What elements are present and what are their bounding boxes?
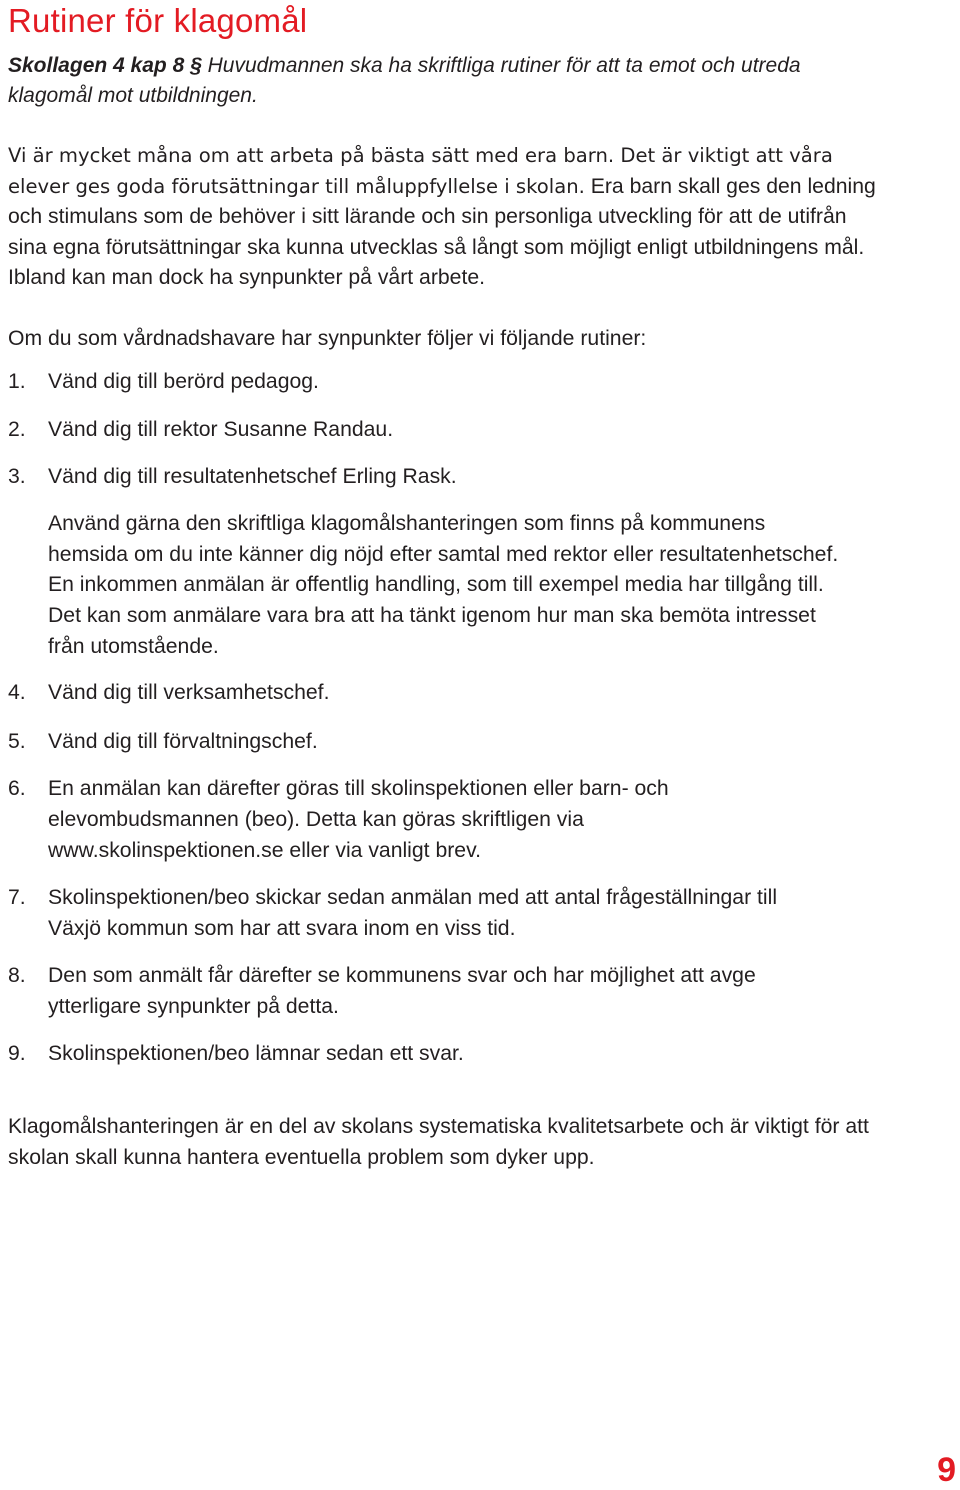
routine-step-1: [8, 366, 888, 397]
step-text: Vänd dig till verksamhetschef.: [48, 681, 330, 704]
complaint-note: Använd gärna den skriftliga klagomålshanteringen som finns på kommunens hemsida om du inte känner dig nöjd efter samtal med rektor eller resultatenhetschef. En inkommen anmälan är offentlig handling, som till exempel media har tillgång till. Det kan som anmälare vara bra att ha tänkt igenom hur man ska bemöta intresset från utomstående.: [48, 512, 839, 658]
law-quote: [8, 51, 868, 111]
step-text: Den som anmält får därefter se kommunens svar och har möjlighet att avge ytterligare synpunkter på detta.: [48, 964, 756, 1018]
step-text: En anmälan kan därefter göras till skolinspektionen eller barn- och elevombudsmannen (beo). Detta kan göras skriftligen via www.skolinspektionen.se eller via vanligt brev.: [48, 777, 669, 862]
intro-paragraph: [8, 141, 888, 294]
step-text: Skolinspektionen/beo skickar sedan anmälan med att antal frågeställningar till Växjö kommun som har att svara inom en viss tid.: [48, 886, 778, 940]
step-number: 8.: [8, 964, 26, 987]
step-text: Vänd dig till rektor Susanne Randau.: [48, 418, 394, 441]
routine-step-7: [8, 882, 888, 944]
routine-step-3: [8, 461, 888, 492]
step-number: 6.: [8, 777, 26, 800]
intro-part-2: Era barn skall ges den ledning och stimulans som de behöver i sitt lärande och sin personliga utveckling för att de utifrån sina egna förutsättningar ska kunna utvecklas så långt som möjligt enligt utbildningens mål. Ibland kan man dock ha synpunkter på vårt arbete.: [8, 174, 876, 289]
routine-step-5: [8, 726, 888, 757]
step-number: 5.: [8, 730, 26, 753]
law-reference: Skollagen 4 kap 8 §: [8, 54, 202, 77]
page-title: Rutiner för klagomål: [8, 2, 308, 39]
closing-paragraph: Klagomålshanteringen är en del av skolans systematiska kvalitetsarbete och är viktigt för att skolan skall kunna hantera eventuella problem som dyker upp.: [8, 1115, 869, 1169]
step-number: 3.: [8, 465, 26, 488]
step-text: Vänd dig till resultatenhetschef Erling Rask.: [48, 465, 457, 488]
step-number: 1.: [8, 370, 26, 393]
routine-step-8: [8, 960, 888, 1022]
routine-lead-in: Om du som vårdnadshavare har synpunkter följer vi följande rutiner:: [8, 327, 647, 350]
step-number: 2.: [8, 418, 26, 441]
routine-step-9: [8, 1038, 888, 1069]
step-number: 9.: [8, 1042, 26, 1065]
step-number: 7.: [8, 886, 26, 909]
step-text: Vänd dig till berörd pedagog.: [48, 370, 319, 393]
routine-step-2: [8, 414, 888, 445]
page-number: 9: [937, 1451, 956, 1489]
step-text: Vänd dig till förvaltningschef.: [48, 730, 318, 753]
step-text: Skolinspektionen/beo lämnar sedan ett svar.: [48, 1042, 464, 1065]
routine-step-6: [8, 773, 888, 866]
routine-step-4: [8, 677, 888, 708]
step-number: 4.: [8, 681, 26, 704]
law-text: Huvudmannen ska ha skriftliga rutiner för att ta emot och utreda klagomål mot utbildningen.: [8, 54, 801, 107]
intro-part-1: Vi är mycket måna om att arbeta på bästa sätt med era barn. Det är viktigt att våra elever ges goda förutsättningar till måluppfyllelse i skolan.: [8, 144, 833, 198]
